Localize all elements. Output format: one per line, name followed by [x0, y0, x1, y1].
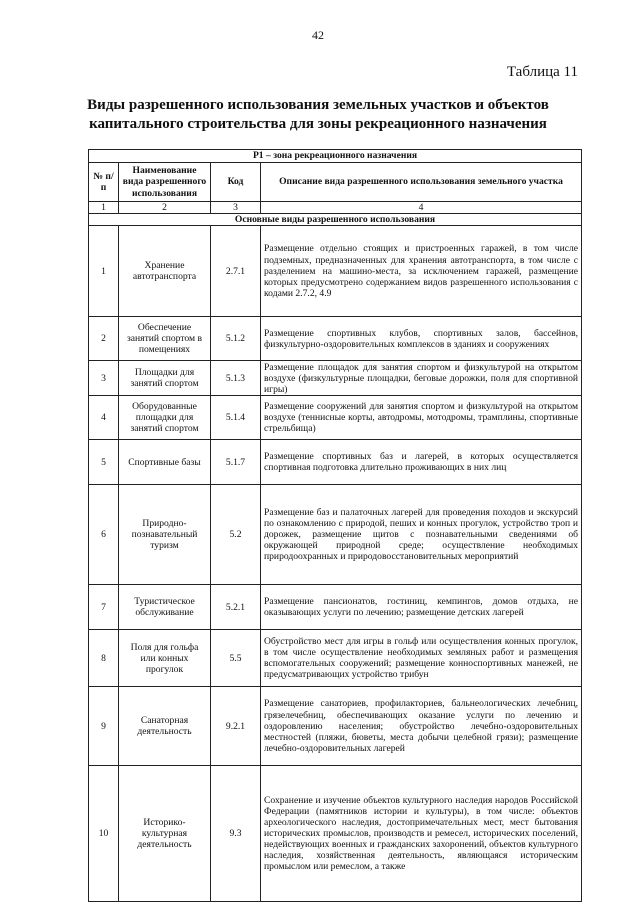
- title-line-1: Виды разрешенного использования земельных участков и объектов: [87, 97, 549, 113]
- use-name: Площадки для занятий спортом: [119, 361, 211, 396]
- column-number: 3: [211, 202, 261, 214]
- use-code: 5.2: [211, 485, 261, 585]
- table-row: [89, 485, 582, 585]
- use-code: 5.1.2: [211, 317, 261, 361]
- use-name: Спортивные базы: [119, 440, 211, 485]
- use-code: 2.7.1: [211, 226, 261, 317]
- use-description: Размещение санаториев, профилакториев, бальнеологических лечебниц, грязелечебниц, обеспечивающих оказание услуги по лечению и оздоровлению населения; обустройство лечебно-оздоровительных местностей (пляжи, бюветы, места добычи целебной грязи); размещение лечебно-оздоровительных лагерей: [261, 687, 582, 766]
- use-code: 5.1.7: [211, 440, 261, 485]
- table-row: [89, 226, 582, 317]
- use-name: Санаторная деятельность: [119, 687, 211, 766]
- column-number: 4: [261, 202, 582, 214]
- column-header-description: Описание вида разрешенного использования земельного участка: [261, 163, 582, 202]
- table-row: [89, 361, 582, 396]
- use-description: Размещение спортивных баз и лагерей, в которых осуществляется спортивная подготовка длительно проживающих в них лиц: [261, 440, 582, 485]
- column-header-name: Наименование вида разрешенного использования: [119, 163, 211, 202]
- page-number: 42: [312, 28, 324, 42]
- use-code: 5.2.1: [211, 585, 261, 630]
- use-description: Размещение отдельно стоящих и пристроенных гаражей, в том числе подземных, предназначенных для хранения автотранспорта, в том числе с разделением на машино-места, за исключением гаражей, размещение которых предусмотрено содержанием видов разрешенного использования с кодами 2.7.2, 4.9: [261, 226, 582, 317]
- use-description: Размещение баз и палаточных лагерей для проведения походов и экскурсий по ознакомлению с природой, пеших и конных прогулок, устройство троп и дорожек, размещение щитов с познавательными сведениями об окружающей природной среде; осуществление необходимых природоохранных и природовосстановительных мероприятий: [261, 485, 582, 585]
- use-name: Историко-культурная деятельность: [119, 766, 211, 902]
- section-header: Основные виды разрешенного использования: [89, 214, 582, 226]
- use-name: Оборудованные площадки для занятий спортом: [119, 396, 211, 440]
- row-number: 1: [89, 226, 119, 317]
- use-code: 5.1.3: [211, 361, 261, 396]
- use-name: Обеспечение занятий спортом в помещениях: [119, 317, 211, 361]
- land-use-table: [88, 149, 582, 902]
- use-code: 5.5: [211, 630, 261, 687]
- use-description: Размещение сооружений для занятия спортом и физкультурой на открытом воздухе (теннисные корты, автодромы, мотодромы, трамплины, спортивные стрельбища): [261, 396, 582, 440]
- row-number: 10: [89, 766, 119, 902]
- title-line-2: капитального строительства для зоны рекреационного назначения: [89, 116, 547, 132]
- row-number: 7: [89, 585, 119, 630]
- row-number: 4: [89, 396, 119, 440]
- use-code: 9.3: [211, 766, 261, 902]
- table-row: [89, 766, 582, 902]
- use-description: Размещение спортивных клубов, спортивных залов, бассейнов, физкультурно-оздоровительных комплексов в зданиях и сооружениях: [261, 317, 582, 361]
- column-number: 2: [119, 202, 211, 214]
- use-code: 9.2.1: [211, 687, 261, 766]
- document-title: [60, 96, 576, 134]
- row-number: 3: [89, 361, 119, 396]
- row-number: 5: [89, 440, 119, 485]
- table-row: [89, 396, 582, 440]
- use-description: Обустройство мест для игры в гольф или осуществления конных прогулок, в том числе осуществление необходимых земляных работ и размещения вспомогательных сооружений; размещение конноспортивных манежей, не предусматривающих устройство трибун: [261, 630, 582, 687]
- table-row: [89, 440, 582, 485]
- column-header-code: Код: [211, 163, 261, 202]
- table-row: [89, 630, 582, 687]
- use-description: Размещение пансионатов, гостиниц, кемпингов, домов отдыха, не оказывающих услуги по лечению; размещение детских лагерей: [261, 585, 582, 630]
- use-description: Сохранение и изучение объектов культурного наследия народов Российской Федерации (памятников истории и культуры), в том числе: объектов археологического наследия, достопримечательных мест, мест бытования исторических промыслов, производств и ремесел, исторических поселений, недействующих военных и гражданских захоронений, объектов культурного наследия, хозяйственная деятельность, являющаяся историческим промыслом или ремеслом, а также: [261, 766, 582, 902]
- use-description: Размещение площадок для занятия спортом и физкультурой на открытом воздухе (физкультурные площадки, беговые дорожки, поля для спортивной игры): [261, 361, 582, 396]
- use-name: Туристическое обслуживание: [119, 585, 211, 630]
- column-number: 1: [89, 202, 119, 214]
- row-number: 6: [89, 485, 119, 585]
- use-code: 5.1.4: [211, 396, 261, 440]
- use-name: Природно-познавательный туризм: [119, 485, 211, 585]
- use-name: Хранение автотранспорта: [119, 226, 211, 317]
- row-number: 8: [89, 630, 119, 687]
- row-number: 2: [89, 317, 119, 361]
- table-row: [89, 687, 582, 766]
- column-header-number: № п/п: [89, 163, 119, 202]
- zone-header: Р1 – зона рекреационного назначения: [89, 150, 582, 163]
- row-number: 9: [89, 687, 119, 766]
- table-label: Таблица 11: [506, 64, 578, 80]
- use-name: Поля для гольфа или конных прогулок: [119, 630, 211, 687]
- table-row: [89, 317, 582, 361]
- table-row: [89, 585, 582, 630]
